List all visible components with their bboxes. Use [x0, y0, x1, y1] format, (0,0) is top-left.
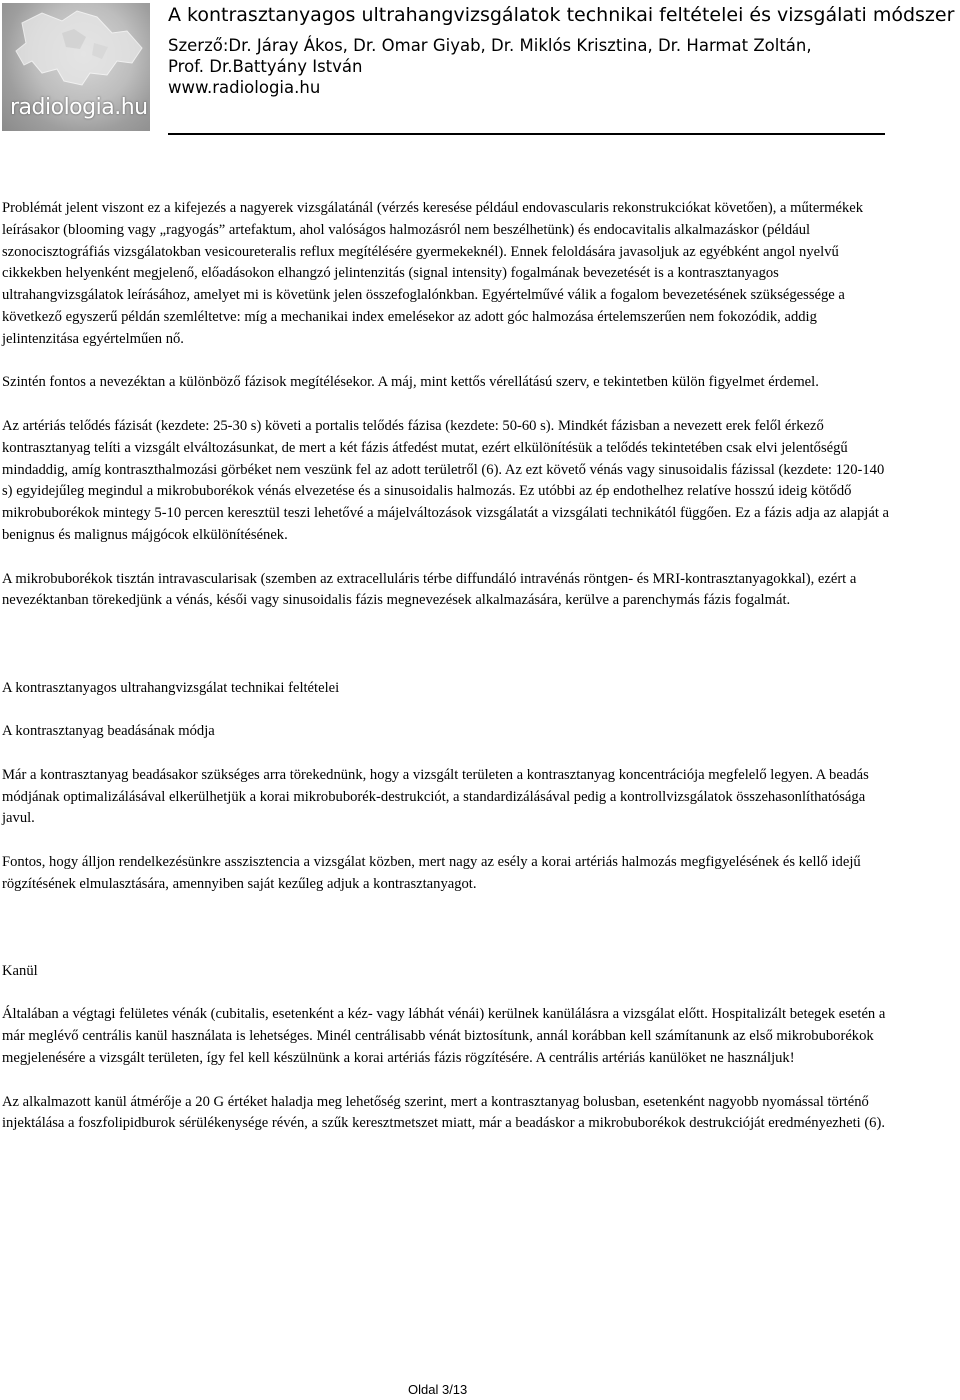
authors-line-2: Prof. Dr.Battyány István: [168, 57, 363, 76]
radiologia-logo: [2, 3, 150, 131]
paragraph-5: Már a kontrasztanyag beadásakor szükséges arra törekednünk, hogy a vizsgált területen a kontrasztanyag koncentrációja megfelelő legyen. A beadás módjának optimalizálásával elkerülhetjük a korai mikrobuborék-destrukciót, a standardizálásával pedig a kontrollvizsgálatok összehasonlíthatósága javul.: [2, 766, 869, 827]
paragraph-7: Általában a végtagi felületes vénák (cubitalis, esetenként a kéz- vagy lábhát vénái) kerülnek kanülálásra a vizsgálat előtt. Hospitalizált betegek esetén a már meglévő centrális kanül használata is lehetséges. Minél centrálisabb vénát biztosítunk, annál korábban kell számítanunk az első mikrobuborékok megjelenésére a vizsgált területen, így fel kell készülnünk a korai artériás fázis rögzítésére. A centrális artériás kanülöket ne használjuk!: [2, 1006, 886, 1067]
website-link[interactable]: www.radiologia.hu: [168, 78, 321, 97]
page-header: [0, 0, 960, 140]
paragraph-1: Problémát jelent viszont ez a kifejezés a nagyerek vizsgálatánál (vérzés keresése például endovascularis rekonstrukciókat követően), a műtermékek leírásakor (blooming vagy „ragyogás” artefaktum, ahol valóságos halmozásról nem beszélhetünk) és endocavitalis alkalmazáskor (például szonocisztográfiás vizsgálatokban vesicoureteralis reflux megítélésére gyermekeknél). Ennek feloldására javasoljuk az egyébként angol nyelvű cikkekben helyenként megjelenő, előadásokon elhangzó jelintenzitás (signal intensity) fogalmának bevezetését is a kontrasztanyagos ultrahangvizsgálatok leírásához, amelyet mi is követünk jelen összefoglalónkban. Egyértelművé válik a fogalom bevezetésének szükségessége a következő egyszerű példán szemléltetve: míg a mechanikai index emelésekor az adott góc halmozása értelemszerűen nem fokozódik, addig jelintenzitása egyértelműen nő.: [2, 200, 864, 347]
document-title: A kontrasztanyagos ultrahangvizsgálatok technikai feltételei és vizsgálati módszer: [168, 4, 955, 26]
paragraph-6: Fontos, hogy álljon rendelkezésünkre asszisztencia a vizsgálat közben, mert nagy az esély a korai artériás halmozás megfigyelésének és kellő idejű rögzítésének elmulasztására, amennyiben saját kezűleg adjuk a kontrasztanyagot.: [2, 853, 861, 892]
subsection-heading-cannula: Kanül: [2, 962, 38, 979]
logo-wordmark: radiologia.hu: [10, 95, 148, 120]
subsection-heading-administration: A kontrasztanyag beadásának módja: [2, 723, 215, 740]
paragraph-4: A mikrobuborékok tisztán intravascularisak (szemben az extracelluláris térbe diffundáló intravénás röntgen- és MRI-kontrasztanyagokkal), ezért a nevezéktanban törekedjünk a vénás, késői vagy sinusoidalis fázis megnevezések alkalmazására, kerülve a parenchymás fázis fogalmát.: [2, 570, 857, 609]
page-number: Oldal 3/13: [408, 1382, 468, 1397]
authors-line-1: Szerző:Dr. Járay Ákos, Dr. Omar Giyab, Dr. Miklós Krisztina, Dr. Harmat Zoltán,: [168, 36, 812, 55]
paragraph-3: Az artériás telődés fázisát (kezdete: 25-30 s) követi a portalis telődés fázisa (kezdete: 50-60 s). Mindkét fázisban a nevezett erek felől érkező kontrasztanyag telíti a vizsgált elváltozásunkat, de mert a két fázis átfedést mutat, ezért elkülönítésük a telődés tekintetében csak elvi jelentőségű mindaddig, amíg kontraszthalmozási görbéket nem veszünk fel az adott területről (6). Az ezt követő vénás vagy sinusoidalis fázissal (kezdete: 120-140 s) egyidejűleg megindul a mikrobuborékok vénás elvezetése és a sinusoidalis halmozás. Ez utóbbi az ép endothelhez relatíve hosszú ideig kötődő mikrobuborékok mintegy 5-10 percen keresztül teszi lehetővé a májelváltozások vizsgálatát a vizsgálati technikától függően. Ez a fázis adja az alapját a benignus és malignus májgócok elkülönítésének.: [2, 417, 890, 543]
paragraph-8: Az alkalmazott kanül átmérője a 20 G értéket haladja meg lehetőség szerint, mert a kontrasztanyag bolusban, esetenként nagyobb nyomással történő injektálása a foszfolipidburok sérülékenysége révén, a szűk keresztmetszet miatt, már a beadáskor a mikrobuborékok destrukcióját eredményezheti (6).: [2, 1093, 885, 1132]
header-divider: [168, 133, 885, 135]
section-heading-technical: A kontrasztanyagos ultrahangvizsgálat technikai feltételei: [2, 679, 340, 696]
paragraph-2: Szintén fontos a nevezéktan a különböző fázisok megítélésekor. A máj, mint kettős vérellátású szerv, e tekintetben külön figyelmet érdemel.: [2, 374, 819, 391]
article-body: [2, 198, 890, 1135]
